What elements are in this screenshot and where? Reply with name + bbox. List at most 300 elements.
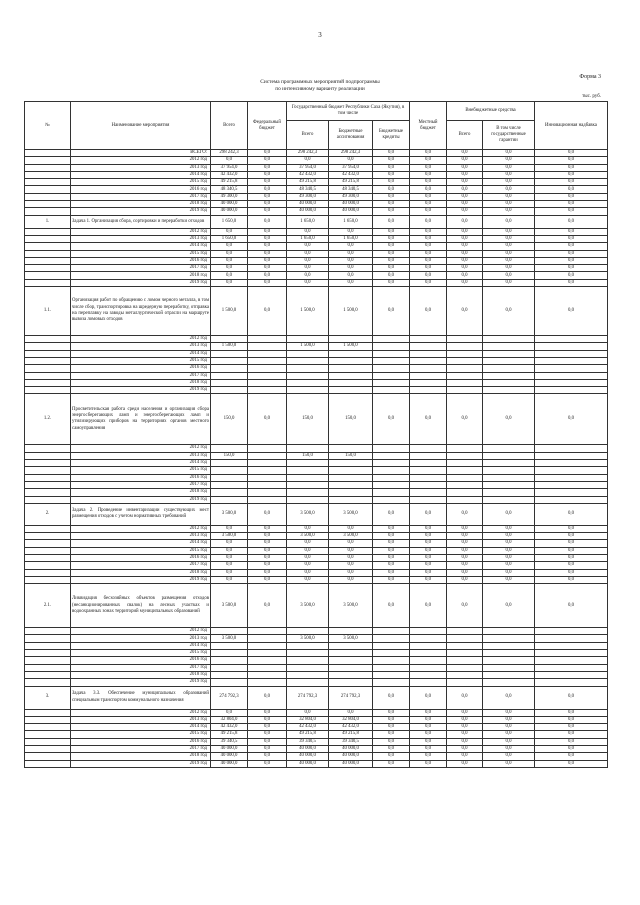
cell-value: 0,0 xyxy=(329,228,373,235)
cell-value xyxy=(410,489,447,496)
cell-value: 0,0 xyxy=(211,157,248,164)
cell-value: 0,0 xyxy=(483,171,535,178)
year-label: 2014 год xyxy=(71,243,211,250)
cell-value xyxy=(535,474,608,481)
cell-value: 150,0 xyxy=(329,394,373,445)
cell-value: 0,0 xyxy=(287,562,329,569)
cell-value: 0,0 xyxy=(483,760,535,767)
cell-value: 0,0 xyxy=(248,257,287,264)
cell-value: 0,0 xyxy=(535,760,608,767)
row-num xyxy=(25,628,71,635)
cell-value: 0,0 xyxy=(483,540,535,547)
cell-value: 0,0 xyxy=(535,243,608,250)
cell-value: 1 650,0 xyxy=(211,215,248,228)
cell-value: 40 000,0 xyxy=(211,746,248,753)
cell-value xyxy=(329,489,373,496)
cell-value xyxy=(248,336,287,343)
year-label: 2018 год xyxy=(71,671,211,678)
year-label: 2014 год xyxy=(71,540,211,547)
cell-value xyxy=(287,365,329,372)
cell-value xyxy=(410,336,447,343)
cell-value xyxy=(447,657,483,664)
cell-value: 3 500,0 xyxy=(287,635,329,642)
cell-value: 0,0 xyxy=(373,547,410,554)
row-num xyxy=(25,576,71,583)
cell-value: 0,0 xyxy=(535,257,608,264)
year-label: 2017 год xyxy=(71,481,211,488)
cell-value xyxy=(329,642,373,649)
cell-value: 40 000,0 xyxy=(287,208,329,215)
cell-value xyxy=(447,642,483,649)
cell-value: 0,0 xyxy=(410,228,447,235)
cell-value: 0,0 xyxy=(287,540,329,547)
cell-value xyxy=(483,489,535,496)
cell-value xyxy=(410,357,447,364)
cell-value: 1 500,0 xyxy=(287,343,329,350)
row-num xyxy=(25,193,71,200)
cell-value: 0,0 xyxy=(447,394,483,445)
cell-value xyxy=(287,489,329,496)
cell-value: 0,0 xyxy=(483,584,535,628)
cell-value: 0,0 xyxy=(248,272,287,279)
row-num xyxy=(25,257,71,264)
cell-value: 0,0 xyxy=(447,272,483,279)
cell-value: 40 000,0 xyxy=(329,746,373,753)
cell-value: 0,0 xyxy=(329,250,373,257)
row-num xyxy=(25,635,71,642)
cell-value xyxy=(248,350,287,357)
cell-value: 0,0 xyxy=(287,547,329,554)
cell-value: 0,0 xyxy=(410,554,447,561)
cell-value xyxy=(248,671,287,678)
cell-value xyxy=(535,343,608,350)
year-row xyxy=(25,746,608,753)
row-num xyxy=(25,452,71,459)
cell-value xyxy=(483,650,535,657)
year-row xyxy=(25,547,608,554)
cell-value: 0,0 xyxy=(483,709,535,716)
cell-value xyxy=(248,387,287,394)
cell-value xyxy=(410,452,447,459)
cell-value xyxy=(248,379,287,386)
form-label: Форма 3 xyxy=(579,74,601,80)
task-row xyxy=(25,686,608,709)
cell-value xyxy=(447,664,483,671)
cell-value: 0,0 xyxy=(483,724,535,731)
year-label: 2014 год xyxy=(71,724,211,731)
cell-value: 0,0 xyxy=(410,164,447,171)
cell-value xyxy=(373,657,410,664)
cell-value: 0,0 xyxy=(410,540,447,547)
cell-value: 150,0 xyxy=(211,394,248,445)
year-row xyxy=(25,481,608,488)
cell-value xyxy=(535,657,608,664)
cell-value: 0,0 xyxy=(329,554,373,561)
cell-value xyxy=(410,379,447,386)
cell-value: 0,0 xyxy=(373,157,410,164)
cell-value: 0,0 xyxy=(248,724,287,731)
cell-value: 0,0 xyxy=(373,584,410,628)
cell-value: 0,0 xyxy=(248,584,287,628)
year-label: 2019 год xyxy=(71,576,211,583)
cell-value: 0,0 xyxy=(287,265,329,272)
cell-value: 42 432,0 xyxy=(329,171,373,178)
cell-value xyxy=(211,650,248,657)
cell-value: 0,0 xyxy=(248,533,287,540)
total-row xyxy=(25,150,608,157)
cell-value: 0,0 xyxy=(373,257,410,264)
cell-value xyxy=(211,657,248,664)
row-num xyxy=(25,279,71,286)
cell-value xyxy=(287,336,329,343)
cell-value xyxy=(211,664,248,671)
year-row xyxy=(25,157,608,164)
cell-value: 0,0 xyxy=(410,279,447,286)
cell-value xyxy=(410,657,447,664)
year-label: 2018 год xyxy=(71,272,211,279)
cell-value xyxy=(483,635,535,642)
cell-value: 0,0 xyxy=(248,215,287,228)
cell-value: 0,0 xyxy=(329,540,373,547)
row-num xyxy=(25,460,71,467)
cell-value: 0,0 xyxy=(483,547,535,554)
cell-value xyxy=(287,657,329,664)
cell-value: 0,0 xyxy=(287,525,329,532)
cell-value xyxy=(329,657,373,664)
year-row xyxy=(25,731,608,738)
cell-value: 0,0 xyxy=(211,554,248,561)
cell-value xyxy=(329,664,373,671)
year-row xyxy=(25,208,608,215)
cell-value: 0,0 xyxy=(447,709,483,716)
cell-value xyxy=(248,489,287,496)
cell-value: 0,0 xyxy=(248,150,287,157)
cell-value: 0,0 xyxy=(535,540,608,547)
cell-value: 0,0 xyxy=(483,235,535,242)
cell-value xyxy=(211,357,248,364)
cell-value xyxy=(410,387,447,394)
cell-value: 40 000,0 xyxy=(211,201,248,208)
cell-value: 0,0 xyxy=(287,576,329,583)
cell-value xyxy=(535,357,608,364)
cell-value: 0,0 xyxy=(211,228,248,235)
cell-value xyxy=(248,452,287,459)
header-rep-total: Всего xyxy=(287,121,329,150)
cell-value xyxy=(287,642,329,649)
row-num xyxy=(25,467,71,474)
row-num xyxy=(25,186,71,193)
row-num xyxy=(25,243,71,250)
cell-value: 0,0 xyxy=(211,709,248,716)
cell-value: 0,0 xyxy=(287,257,329,264)
cell-value xyxy=(248,357,287,364)
cell-value: 0,0 xyxy=(410,746,447,753)
cell-value: 0,0 xyxy=(373,716,410,723)
cell-value: 0,0 xyxy=(373,272,410,279)
task-title: Просветительская работа среди населения и организация сбора энергосберегающих ламп и энергосберегающих ламп и утилизирующих приборов на территориях органов местного самоуправления xyxy=(71,394,211,445)
cell-value xyxy=(483,481,535,488)
row-num xyxy=(25,554,71,561)
cell-value: 0,0 xyxy=(373,576,410,583)
year-label: 2019 год xyxy=(71,760,211,767)
year-row xyxy=(25,357,608,364)
cell-value: 0,0 xyxy=(373,228,410,235)
year-row xyxy=(25,635,608,642)
cell-value xyxy=(287,445,329,452)
year-label: 2012 год xyxy=(71,228,211,235)
cell-value xyxy=(373,387,410,394)
cell-value xyxy=(329,671,373,678)
task-num: 2.1. xyxy=(25,584,71,628)
year-label: 2015 год xyxy=(71,250,211,257)
year-label: 2015 год xyxy=(71,357,211,364)
cell-value xyxy=(329,460,373,467)
cell-value xyxy=(329,445,373,452)
cell-value: 0,0 xyxy=(373,554,410,561)
cell-value: 3 500,0 xyxy=(211,635,248,642)
cell-value xyxy=(483,664,535,671)
cell-value xyxy=(535,671,608,678)
cell-value xyxy=(410,372,447,379)
year-label: 2019 год xyxy=(71,679,211,686)
cell-value xyxy=(248,467,287,474)
cell-value: 274 792,3 xyxy=(287,686,329,709)
cell-value: 0,0 xyxy=(248,243,287,250)
cell-value: 0,0 xyxy=(287,569,329,576)
cell-value: 0,0 xyxy=(373,753,410,760)
cell-value xyxy=(447,467,483,474)
cell-value: 0,0 xyxy=(410,394,447,445)
cell-value: 0,0 xyxy=(248,709,287,716)
year-row xyxy=(25,474,608,481)
cell-value: 0,0 xyxy=(248,716,287,723)
cell-value xyxy=(329,336,373,343)
cell-value: 0,0 xyxy=(447,186,483,193)
cell-value: 0,0 xyxy=(483,287,535,336)
cell-value: 0,0 xyxy=(329,257,373,264)
cell-value: 0,0 xyxy=(535,724,608,731)
cell-value xyxy=(535,460,608,467)
cell-value: 150,0 xyxy=(287,394,329,445)
year-label: 2012 год xyxy=(71,445,211,452)
header-total: Всего xyxy=(211,102,248,150)
cell-value xyxy=(447,496,483,503)
cell-value xyxy=(535,628,608,635)
cell-value xyxy=(447,350,483,357)
year-row xyxy=(25,664,608,671)
cell-value: 1 500,0 xyxy=(211,287,248,336)
cell-value xyxy=(211,671,248,678)
cell-value: 0,0 xyxy=(410,753,447,760)
cell-value: 0,0 xyxy=(410,562,447,569)
task-num: 2. xyxy=(25,503,71,525)
cell-value: 32 804,0 xyxy=(329,716,373,723)
cell-value: 0,0 xyxy=(535,150,608,157)
cell-value: 0,0 xyxy=(447,208,483,215)
cell-value: 150,0 xyxy=(211,452,248,459)
cell-value: 0,0 xyxy=(248,164,287,171)
cell-value xyxy=(287,679,329,686)
cell-value: 0,0 xyxy=(483,228,535,235)
cell-value: 0,0 xyxy=(447,193,483,200)
row-num xyxy=(25,179,71,186)
cell-value xyxy=(447,474,483,481)
year-label: 2013 год xyxy=(71,343,211,350)
year-row xyxy=(25,628,608,635)
cell-value xyxy=(410,474,447,481)
cell-value xyxy=(535,372,608,379)
cell-value xyxy=(373,452,410,459)
cell-value: 0,0 xyxy=(373,208,410,215)
cell-value: 0,0 xyxy=(248,228,287,235)
year-row xyxy=(25,350,608,357)
cell-value: 0,0 xyxy=(447,576,483,583)
title-line-2: по интенсивному варианту реализации xyxy=(275,86,365,92)
cell-value xyxy=(447,445,483,452)
cell-value xyxy=(410,481,447,488)
cell-value: 40 000,0 xyxy=(329,201,373,208)
cell-value: 40 000,0 xyxy=(287,746,329,753)
cell-value: 0,0 xyxy=(483,208,535,215)
program-table xyxy=(24,101,608,768)
year-label: 2019 год xyxy=(71,387,211,394)
year-label: 2017 год xyxy=(71,193,211,200)
cell-value xyxy=(483,387,535,394)
cell-value: 1 500,0 xyxy=(287,287,329,336)
task-row xyxy=(25,503,608,525)
year-label: 2016 год xyxy=(71,657,211,664)
cell-value xyxy=(410,635,447,642)
year-label: 2013 год xyxy=(71,452,211,459)
year-row xyxy=(25,753,608,760)
cell-value xyxy=(373,445,410,452)
table-body xyxy=(25,150,608,768)
cell-value: 0,0 xyxy=(483,503,535,525)
cell-value: 0,0 xyxy=(373,569,410,576)
cell-value xyxy=(483,350,535,357)
cell-value: 0,0 xyxy=(373,533,410,540)
cell-value: 39 340,5 xyxy=(211,738,248,745)
row-num xyxy=(25,738,71,745)
cell-value: 0,0 xyxy=(410,235,447,242)
cell-value: 0,0 xyxy=(447,250,483,257)
cell-value: 1 650,0 xyxy=(329,215,373,228)
cell-value xyxy=(447,628,483,635)
cell-value xyxy=(329,357,373,364)
cell-value: 0,0 xyxy=(447,228,483,235)
cell-value: 40 000,0 xyxy=(211,760,248,767)
cell-value xyxy=(211,365,248,372)
year-label: 2012 год xyxy=(71,525,211,532)
cell-value: 0,0 xyxy=(329,157,373,164)
cell-value xyxy=(483,628,535,635)
cell-value: 0,0 xyxy=(248,547,287,554)
cell-value xyxy=(211,467,248,474)
cell-value: 3 500,0 xyxy=(287,584,329,628)
year-row xyxy=(25,257,608,264)
cell-value: 0,0 xyxy=(483,265,535,272)
cell-value: 298 242,3 xyxy=(329,150,373,157)
cell-value xyxy=(287,496,329,503)
cell-value: 0,0 xyxy=(535,208,608,215)
cell-value: 49 300,0 xyxy=(329,193,373,200)
cell-value: 0,0 xyxy=(287,554,329,561)
cell-value: 3 500,0 xyxy=(211,533,248,540)
cell-value: 0,0 xyxy=(410,525,447,532)
year-row xyxy=(25,201,608,208)
cell-value: 40 000,0 xyxy=(329,208,373,215)
cell-value: 0,0 xyxy=(211,547,248,554)
cell-value: 298 242,3 xyxy=(211,150,248,157)
cell-value xyxy=(287,387,329,394)
cell-value: 48 340,5 xyxy=(211,186,248,193)
cell-value: 0,0 xyxy=(248,746,287,753)
cell-value xyxy=(248,650,287,657)
cell-value: 0,0 xyxy=(535,525,608,532)
cell-value xyxy=(483,379,535,386)
cell-value: 0,0 xyxy=(535,576,608,583)
year-row xyxy=(25,679,608,686)
cell-value: 0,0 xyxy=(483,243,535,250)
year-row xyxy=(25,569,608,576)
year-label: 2017 год xyxy=(71,746,211,753)
cell-value: 1 650,0 xyxy=(329,235,373,242)
cell-value xyxy=(410,650,447,657)
year-label: 2013 год xyxy=(71,716,211,723)
row-label: ВСЕГО: xyxy=(71,150,211,157)
cell-value: 0,0 xyxy=(329,569,373,576)
cell-value xyxy=(287,357,329,364)
row-num xyxy=(25,562,71,569)
cell-value xyxy=(447,357,483,364)
cell-value: 0,0 xyxy=(483,738,535,745)
cell-value: 0,0 xyxy=(287,272,329,279)
cell-value xyxy=(373,372,410,379)
cell-value xyxy=(535,635,608,642)
cell-value: 0,0 xyxy=(535,547,608,554)
year-label: 2017 год xyxy=(71,372,211,379)
cell-value xyxy=(410,350,447,357)
cell-value: 0,0 xyxy=(211,272,248,279)
year-row xyxy=(25,562,608,569)
cell-value: 0,0 xyxy=(248,279,287,286)
cell-value: 42 432,0 xyxy=(287,724,329,731)
cell-value xyxy=(483,671,535,678)
cell-value: 0,0 xyxy=(287,228,329,235)
cell-value: 0,0 xyxy=(373,279,410,286)
cell-value: 0,0 xyxy=(373,760,410,767)
cell-value: 3 500,0 xyxy=(211,503,248,525)
cell-value: 150,0 xyxy=(287,452,329,459)
year-row xyxy=(25,760,608,767)
header-rep-alloc: Бюджетные ассигнования xyxy=(329,121,373,150)
cell-value xyxy=(211,679,248,686)
row-num xyxy=(25,387,71,394)
cell-value: 0,0 xyxy=(410,179,447,186)
cell-value: 0,0 xyxy=(447,716,483,723)
row-num xyxy=(25,525,71,532)
task-row xyxy=(25,584,608,628)
cell-value xyxy=(211,379,248,386)
cell-value: 42 432,0 xyxy=(287,171,329,178)
row-num xyxy=(25,481,71,488)
cell-value: 0,0 xyxy=(447,179,483,186)
cell-value: 40 000,0 xyxy=(211,753,248,760)
cell-value: 0,0 xyxy=(248,250,287,257)
cell-value xyxy=(373,650,410,657)
year-row xyxy=(25,387,608,394)
cell-value: 0,0 xyxy=(535,709,608,716)
